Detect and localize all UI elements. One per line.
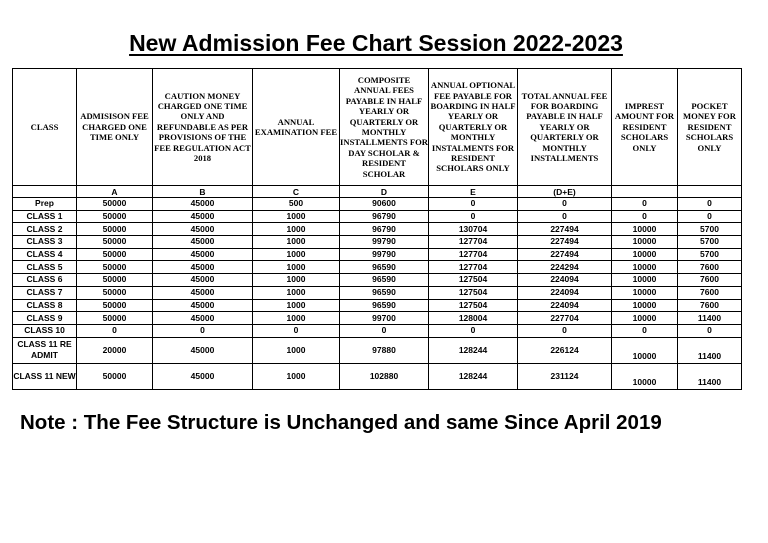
table-row [13, 337, 742, 363]
column-header: CLASS [13, 69, 77, 186]
fee-cell: 5700 [678, 223, 742, 236]
fee-cell: 1000 [253, 337, 340, 363]
fee-cell: 11400 [678, 337, 742, 363]
fee-cell: 0 [612, 198, 678, 211]
fee-cell: 0 [340, 324, 429, 337]
table-body [13, 198, 742, 390]
class-cell: Prep [13, 198, 77, 211]
fee-cell: 7600 [678, 299, 742, 312]
fee-cell: 0 [678, 210, 742, 223]
fee-cell: 10000 [612, 286, 678, 299]
fee-cell: 50000 [77, 236, 153, 249]
fee-cell: 1000 [253, 223, 340, 236]
fee-cell: 96590 [340, 299, 429, 312]
fee-cell: 50000 [77, 274, 153, 287]
fee-cell: 97880 [340, 337, 429, 363]
fee-cell: 1000 [253, 236, 340, 249]
fee-cell: 130704 [429, 223, 518, 236]
column-header: ANNUAL OPTIONAL FEE PAYABLE FOR BOARDING IN HALF YEARLY OR QUARTERLY OR MONTHLY INSTALMENTS FOR RESIDENT SCHOLARS ONLY [429, 69, 518, 186]
fee-cell: 500 [253, 198, 340, 211]
column-letter [13, 186, 77, 198]
column-letter: E [429, 186, 518, 198]
table-row [13, 210, 742, 223]
class-cell: CLASS 6 [13, 274, 77, 287]
table-row [13, 236, 742, 249]
fee-cell: 1000 [253, 286, 340, 299]
fee-chart-table [12, 68, 742, 390]
fee-cell: 10000 [612, 363, 678, 389]
class-cell: CLASS 5 [13, 261, 77, 274]
fee-cell: 0 [429, 198, 518, 211]
fee-cell: 0 [678, 198, 742, 211]
fee-cell: 224094 [518, 274, 612, 287]
table-row [13, 363, 742, 389]
class-cell: CLASS 1 [13, 210, 77, 223]
fee-cell: 0 [429, 324, 518, 337]
fee-cell: 96790 [340, 210, 429, 223]
fee-cell: 227494 [518, 223, 612, 236]
class-cell: CLASS 11 RE ADMIT [13, 337, 77, 363]
fee-cell: 128244 [429, 363, 518, 389]
fee-cell: 96590 [340, 286, 429, 299]
fee-cell: 50000 [77, 210, 153, 223]
fee-cell: 5700 [678, 236, 742, 249]
fee-cell: 102880 [340, 363, 429, 389]
fee-cell: 227494 [518, 248, 612, 261]
fee-cell: 5700 [678, 248, 742, 261]
fee-cell: 127704 [429, 236, 518, 249]
fee-cell: 45000 [153, 198, 253, 211]
fee-cell: 1000 [253, 274, 340, 287]
column-letter [612, 186, 678, 198]
fee-cell: 1000 [253, 299, 340, 312]
fee-cell: 128004 [429, 312, 518, 325]
class-cell: CLASS 9 [13, 312, 77, 325]
fee-cell: 10000 [612, 236, 678, 249]
fee-cell: 45000 [153, 299, 253, 312]
column-letter: D [340, 186, 429, 198]
fee-cell: 224294 [518, 261, 612, 274]
column-letter [678, 186, 742, 198]
fee-cell: 50000 [77, 198, 153, 211]
class-cell: CLASS 10 [13, 324, 77, 337]
fee-cell: 1000 [253, 261, 340, 274]
table-row [13, 299, 742, 312]
column-header: ADMISISON FEE CHARGED ONE TIME ONLY [77, 69, 153, 186]
fee-cell: 1000 [253, 363, 340, 389]
fee-note: Note : The Fee Structure is Unchanged and same Since April 2019 [20, 411, 662, 434]
table-row [13, 312, 742, 325]
fee-cell: 11400 [678, 312, 742, 325]
fee-cell: 127504 [429, 274, 518, 287]
fee-cell: 45000 [153, 274, 253, 287]
fee-cell: 96590 [340, 261, 429, 274]
column-header: CAUTION MONEY CHARGED ONE TIME ONLY AND REFUNDABLE AS PER PROVISIONS OF THE FEE REGULATION ACT 2018 [153, 69, 253, 186]
class-cell: CLASS 8 [13, 299, 77, 312]
fee-cell: 0 [253, 324, 340, 337]
fee-cell: 0 [429, 210, 518, 223]
fee-cell: 10000 [612, 261, 678, 274]
fee-cell: 127704 [429, 261, 518, 274]
fee-cell: 227494 [518, 236, 612, 249]
fee-cell: 1000 [253, 248, 340, 261]
column-header: COMPOSITE ANNUAL FEES PAYABLE IN HALF YEARLY OR QUARTERLY OR MONTHLY INSTALLMENTS FOR DAY SCHOLAR & RESIDENT SCHOLAR [340, 69, 429, 186]
column-letter: B [153, 186, 253, 198]
fee-cell: 0 [518, 210, 612, 223]
fee-cell: 0 [678, 324, 742, 337]
fee-cell: 224094 [518, 286, 612, 299]
fee-cell: 10000 [612, 337, 678, 363]
fee-cell: 20000 [77, 337, 153, 363]
fee-cell: 10000 [612, 312, 678, 325]
column-letter: A [77, 186, 153, 198]
column-header: IMPREST AMOUNT FOR RESIDENT SCHOLARS ONLY [612, 69, 678, 186]
fee-cell: 0 [77, 324, 153, 337]
column-letter: C [253, 186, 340, 198]
fee-cell: 128244 [429, 337, 518, 363]
fee-cell: 127504 [429, 299, 518, 312]
fee-cell: 1000 [253, 312, 340, 325]
fee-cell: 45000 [153, 236, 253, 249]
fee-cell: 231124 [518, 363, 612, 389]
fee-cell: 0 [518, 198, 612, 211]
column-header: TOTAL ANNUAL FEE FOR BOARDING PAYABLE IN HALF YEARLY OR QUARTERLY OR MONTHLY INSTALLMENTS [518, 69, 612, 186]
table-row [13, 223, 742, 236]
fee-cell: 50000 [77, 223, 153, 236]
table-row [13, 248, 742, 261]
table-row [13, 198, 742, 211]
fee-cell: 50000 [77, 312, 153, 325]
fee-cell: 0 [612, 210, 678, 223]
fee-cell: 50000 [77, 363, 153, 389]
fee-cell: 99790 [340, 248, 429, 261]
class-cell: CLASS 4 [13, 248, 77, 261]
fee-cell: 10000 [612, 299, 678, 312]
page-title [0, 30, 752, 57]
fee-cell: 45000 [153, 363, 253, 389]
fee-cell: 127504 [429, 286, 518, 299]
fee-cell: 50000 [77, 286, 153, 299]
page-title-text: New Admission Fee Chart Session 2022-2023 [129, 30, 623, 56]
fee-cell: 224094 [518, 299, 612, 312]
fee-cell: 45000 [153, 286, 253, 299]
fee-cell: 99700 [340, 312, 429, 325]
fee-cell: 1000 [253, 210, 340, 223]
fee-cell: 50000 [77, 261, 153, 274]
fee-cell: 10000 [612, 274, 678, 287]
column-letter-row [13, 186, 742, 198]
column-letter: (D+E) [518, 186, 612, 198]
fee-cell: 45000 [153, 248, 253, 261]
fee-cell: 7600 [678, 286, 742, 299]
fee-cell: 10000 [612, 223, 678, 236]
table-row [13, 286, 742, 299]
class-cell: CLASS 3 [13, 236, 77, 249]
table-row [13, 261, 742, 274]
fee-cell: 96590 [340, 274, 429, 287]
column-header: ANNUAL EXAMINATION FEE [253, 69, 340, 186]
class-cell: CLASS 2 [13, 223, 77, 236]
fee-cell: 10000 [612, 248, 678, 261]
fee-cell: 0 [612, 324, 678, 337]
fee-cell: 50000 [77, 299, 153, 312]
class-cell: CLASS 11 NEW [13, 363, 77, 389]
fee-cell: 45000 [153, 312, 253, 325]
fee-cell: 0 [518, 324, 612, 337]
fee-cell: 11400 [678, 363, 742, 389]
fee-cell: 0 [153, 324, 253, 337]
header-row [13, 69, 742, 186]
fee-cell: 7600 [678, 274, 742, 287]
fee-cell: 7600 [678, 261, 742, 274]
table-row [13, 324, 742, 337]
column-header: POCKET MONEY FOR RESIDENT SCHOLARS ONLY [678, 69, 742, 186]
fee-cell: 45000 [153, 337, 253, 363]
fee-cell: 45000 [153, 261, 253, 274]
fee-cell: 96790 [340, 223, 429, 236]
fee-cell: 90600 [340, 198, 429, 211]
class-cell: CLASS 7 [13, 286, 77, 299]
fee-cell: 127704 [429, 248, 518, 261]
fee-cell: 99790 [340, 236, 429, 249]
fee-cell: 50000 [77, 248, 153, 261]
fee-cell: 227704 [518, 312, 612, 325]
fee-cell: 226124 [518, 337, 612, 363]
table-row [13, 274, 742, 287]
fee-cell: 45000 [153, 210, 253, 223]
fee-cell: 45000 [153, 223, 253, 236]
